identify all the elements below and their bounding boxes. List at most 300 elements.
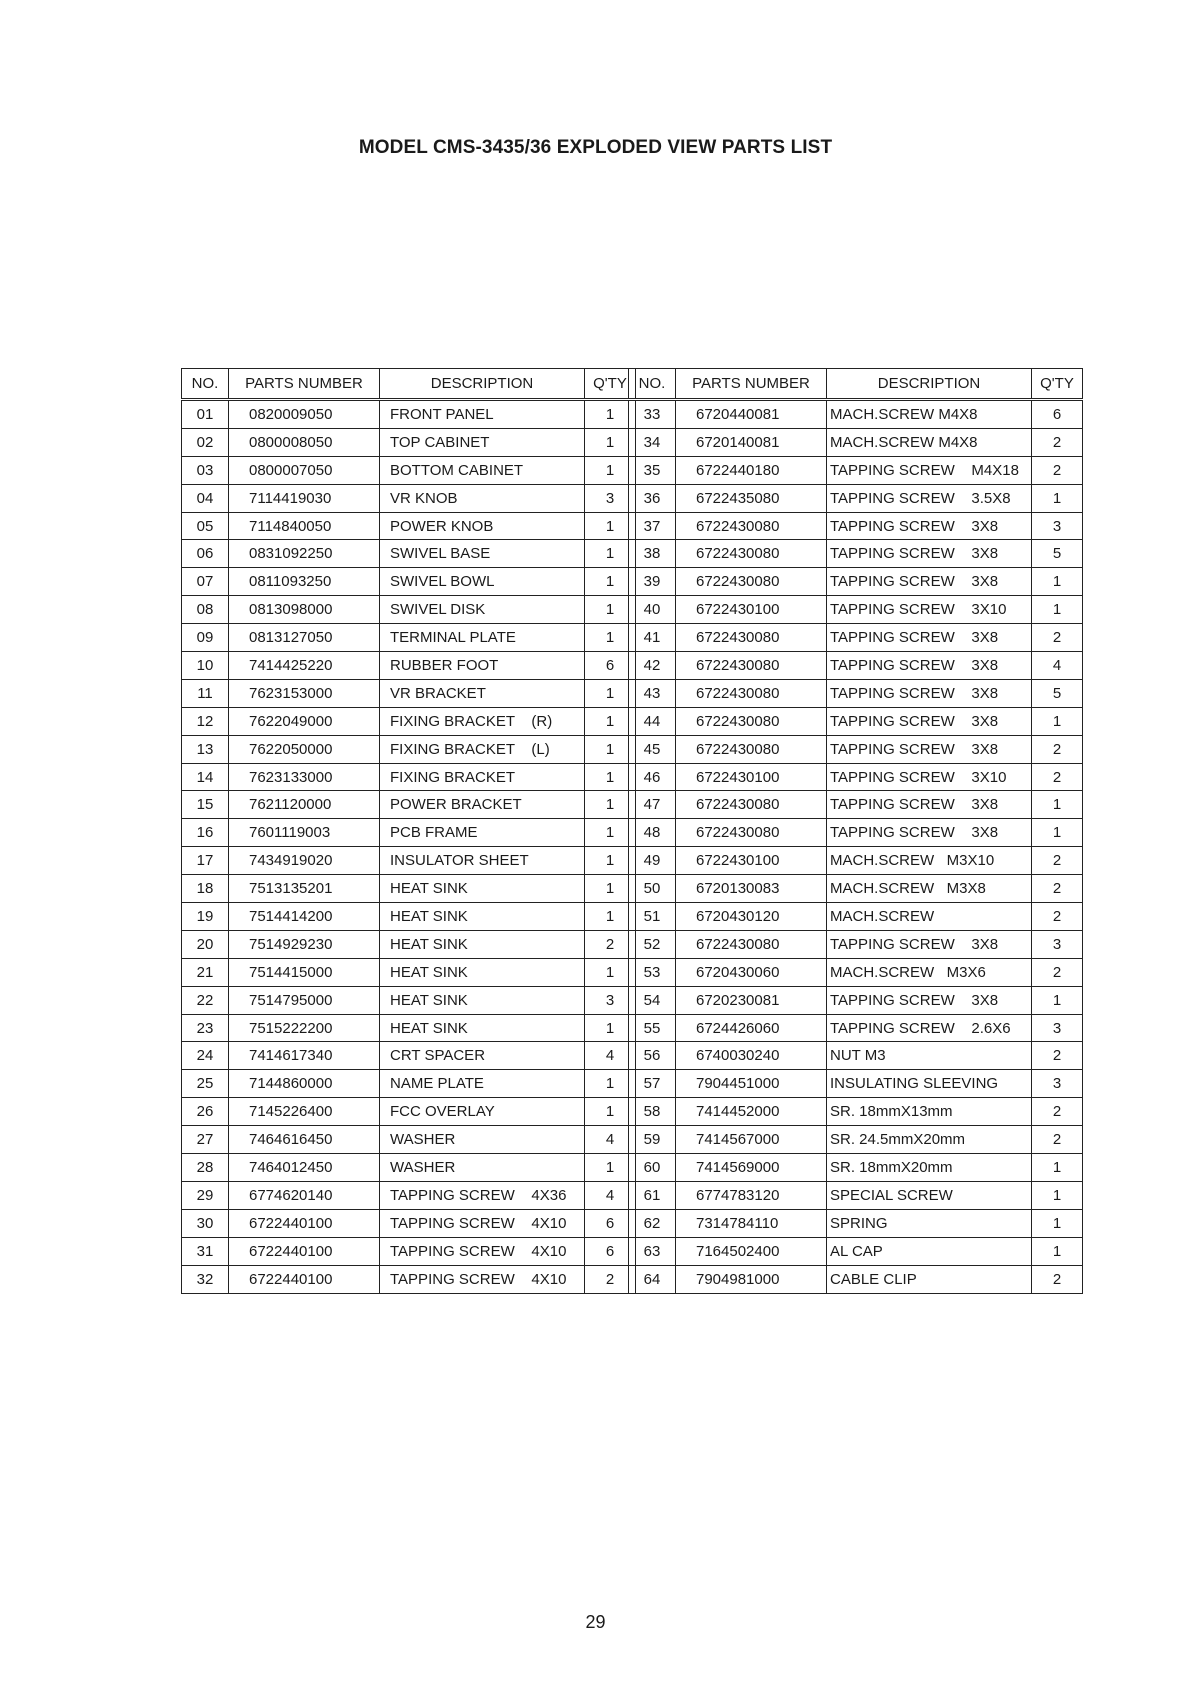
qty-cell: 4 [585, 1042, 636, 1070]
description-cell: TERMINAL PLATE [380, 624, 585, 652]
header-no: NO. [629, 369, 676, 400]
header-no: NO. [182, 369, 229, 400]
header-qty: Q'TY [1032, 369, 1083, 400]
qty-cell: 3 [585, 986, 636, 1014]
qty-cell: 2 [1032, 875, 1083, 903]
parts-number-cell: 0811093250 [229, 568, 380, 596]
parts-number-cell: 6722430080 [676, 540, 827, 568]
part-no-cell: 46 [629, 763, 676, 791]
table-row [182, 1042, 636, 1070]
table-row [629, 930, 1083, 958]
qty-cell: 1 [585, 875, 636, 903]
table-row [182, 540, 636, 568]
part-no-cell: 49 [629, 847, 676, 875]
qty-cell: 2 [1032, 428, 1083, 456]
description-cell: MACH.SCREW M3X6 [827, 958, 1032, 986]
part-no-cell: 06 [182, 540, 229, 568]
description-cell: HEAT SINK [380, 903, 585, 931]
part-no-cell: 30 [182, 1209, 229, 1237]
table-header-row [182, 369, 636, 400]
qty-cell: 1 [585, 512, 636, 540]
qty-cell: 1 [1032, 1154, 1083, 1182]
parts-number-cell: 7904451000 [676, 1070, 827, 1098]
part-no-cell: 60 [629, 1154, 676, 1182]
parts-number-cell: 7601119003 [229, 819, 380, 847]
description-cell: MACH.SCREW M4X8 [827, 428, 1032, 456]
part-no-cell: 43 [629, 679, 676, 707]
part-no-cell: 53 [629, 958, 676, 986]
parts-number-cell: 6722440100 [229, 1265, 380, 1293]
description-cell: TAPPING SCREW 3X8 [827, 679, 1032, 707]
table-row [182, 763, 636, 791]
description-cell: VR KNOB [380, 484, 585, 512]
parts-number-cell: 0820009050 [229, 400, 380, 429]
qty-cell: 4 [585, 1181, 636, 1209]
qty-cell: 2 [1032, 1126, 1083, 1154]
qty-cell: 3 [1032, 930, 1083, 958]
table-row [629, 763, 1083, 791]
table-row [182, 596, 636, 624]
header-parts-number: PARTS NUMBER [676, 369, 827, 400]
parts-number-cell: 0813127050 [229, 624, 380, 652]
qty-cell: 1 [585, 1014, 636, 1042]
parts-number-cell: 7164502400 [676, 1237, 827, 1265]
parts-number-cell: 7144860000 [229, 1070, 380, 1098]
description-cell: POWER BRACKET [380, 791, 585, 819]
table-row [182, 428, 636, 456]
qty-cell: 4 [1032, 652, 1083, 680]
table-row [629, 1126, 1083, 1154]
parts-number-cell: 6722430100 [676, 763, 827, 791]
description-cell: TAPPING SCREW 4X10 [380, 1209, 585, 1237]
parts-number-cell: 7514415000 [229, 958, 380, 986]
description-cell: TAPPING SCREW M4X18 [827, 456, 1032, 484]
table-row [182, 484, 636, 512]
part-no-cell: 32 [182, 1265, 229, 1293]
table-row [629, 400, 1083, 429]
qty-cell: 1 [1032, 596, 1083, 624]
table-row [182, 1209, 636, 1237]
part-no-cell: 52 [629, 930, 676, 958]
parts-number-cell: 6722430080 [676, 568, 827, 596]
description-cell: TAPPING SCREW 4X10 [380, 1237, 585, 1265]
description-cell: FIXING BRACKET [380, 763, 585, 791]
description-cell: TAPPING SCREW 3X10 [827, 596, 1032, 624]
table-row [182, 1098, 636, 1126]
parts-number-cell: 6722430080 [676, 930, 827, 958]
header-qty: Q'TY [585, 369, 636, 400]
description-cell: TOP CABINET [380, 428, 585, 456]
part-no-cell: 07 [182, 568, 229, 596]
table-row [182, 1126, 636, 1154]
parts-number-cell: 6722440100 [229, 1237, 380, 1265]
table-row [182, 512, 636, 540]
parts-number-cell: 0800007050 [229, 456, 380, 484]
part-no-cell: 12 [182, 707, 229, 735]
parts-number-cell: 7513135201 [229, 875, 380, 903]
parts-table-left [181, 368, 636, 1294]
parts-number-cell: 6722430080 [676, 819, 827, 847]
description-cell: PCB FRAME [380, 819, 585, 847]
description-cell: TAPPING SCREW 3X8 [827, 930, 1032, 958]
part-no-cell: 37 [629, 512, 676, 540]
part-no-cell: 48 [629, 819, 676, 847]
description-cell: TAPPING SCREW 3X8 [827, 540, 1032, 568]
description-cell: HEAT SINK [380, 1014, 585, 1042]
table-row [182, 456, 636, 484]
part-no-cell: 11 [182, 679, 229, 707]
parts-number-cell: 6720430060 [676, 958, 827, 986]
description-cell: POWER KNOB [380, 512, 585, 540]
part-no-cell: 17 [182, 847, 229, 875]
part-no-cell: 15 [182, 791, 229, 819]
header-description: DESCRIPTION [827, 369, 1032, 400]
description-cell: TAPPING SCREW 3.5X8 [827, 484, 1032, 512]
parts-number-cell: 0800008050 [229, 428, 380, 456]
qty-cell: 1 [585, 540, 636, 568]
table-row [629, 791, 1083, 819]
parts-number-cell: 7114840050 [229, 512, 380, 540]
part-no-cell: 21 [182, 958, 229, 986]
table-row [629, 735, 1083, 763]
part-no-cell: 04 [182, 484, 229, 512]
part-no-cell: 34 [629, 428, 676, 456]
parts-number-cell: 6722430080 [676, 624, 827, 652]
part-no-cell: 02 [182, 428, 229, 456]
table-row [629, 986, 1083, 1014]
parts-number-cell: 0831092250 [229, 540, 380, 568]
page-number: 29 [585, 1612, 606, 1632]
parts-number-cell: 7623153000 [229, 679, 380, 707]
parts-number-cell: 7114419030 [229, 484, 380, 512]
qty-cell: 5 [1032, 679, 1083, 707]
qty-cell: 1 [585, 819, 636, 847]
description-cell: BOTTOM CABINET [380, 456, 585, 484]
part-no-cell: 44 [629, 707, 676, 735]
parts-number-cell: 6722440100 [229, 1209, 380, 1237]
table-row [182, 986, 636, 1014]
qty-cell: 1 [585, 568, 636, 596]
table-row [182, 819, 636, 847]
description-cell: TAPPING SCREW 3X8 [827, 624, 1032, 652]
parts-number-cell: 7514414200 [229, 903, 380, 931]
parts-number-cell: 6722430080 [676, 707, 827, 735]
table-row [629, 707, 1083, 735]
description-cell: TAPPING SCREW 3X10 [827, 763, 1032, 791]
description-cell: TAPPING SCREW 3X8 [827, 791, 1032, 819]
part-no-cell: 18 [182, 875, 229, 903]
qty-cell: 1 [585, 791, 636, 819]
parts-number-cell: 7904981000 [676, 1265, 827, 1293]
qty-cell: 1 [585, 903, 636, 931]
table-row [629, 1098, 1083, 1126]
table-row [182, 400, 636, 429]
description-cell: VR BRACKET [380, 679, 585, 707]
table-row [182, 568, 636, 596]
qty-cell: 3 [1032, 1070, 1083, 1098]
qty-cell: 6 [1032, 400, 1083, 429]
qty-cell: 1 [585, 847, 636, 875]
description-cell: SWIVEL DISK [380, 596, 585, 624]
description-cell: TAPPING SCREW 4X10 [380, 1265, 585, 1293]
part-no-cell: 38 [629, 540, 676, 568]
description-cell: SPRING [827, 1209, 1032, 1237]
parts-number-cell: 6720130083 [676, 875, 827, 903]
table-row [629, 1209, 1083, 1237]
part-no-cell: 25 [182, 1070, 229, 1098]
part-no-cell: 40 [629, 596, 676, 624]
description-cell: TAPPING SCREW 3X8 [827, 707, 1032, 735]
description-cell: TAPPING SCREW 3X8 [827, 568, 1032, 596]
table-row [629, 903, 1083, 931]
page-title: MODEL CMS-3435/36 EXPLODED VIEW PARTS LIST [358, 137, 833, 158]
table-row [629, 1042, 1083, 1070]
table-row [182, 875, 636, 903]
part-no-cell: 13 [182, 735, 229, 763]
part-no-cell: 10 [182, 652, 229, 680]
description-cell: SWIVEL BASE [380, 540, 585, 568]
parts-number-cell: 6774783120 [676, 1181, 827, 1209]
qty-cell: 1 [585, 707, 636, 735]
description-cell: CABLE CLIP [827, 1265, 1032, 1293]
description-cell: SR. 18mmX13mm [827, 1098, 1032, 1126]
parts-number-cell: 6720430120 [676, 903, 827, 931]
description-cell: TAPPING SCREW 3X8 [827, 512, 1032, 540]
table-row [629, 512, 1083, 540]
part-no-cell: 61 [629, 1181, 676, 1209]
qty-cell: 2 [1032, 1042, 1083, 1070]
table-row [629, 484, 1083, 512]
part-no-cell: 26 [182, 1098, 229, 1126]
part-no-cell: 22 [182, 986, 229, 1014]
part-no-cell: 39 [629, 568, 676, 596]
table-row [629, 1237, 1083, 1265]
part-no-cell: 05 [182, 512, 229, 540]
table-row [629, 1265, 1083, 1293]
description-cell: RUBBER FOOT [380, 652, 585, 680]
qty-cell: 6 [585, 1209, 636, 1237]
qty-cell: 1 [585, 400, 636, 429]
description-cell: TAPPING SCREW 3X8 [827, 735, 1032, 763]
part-no-cell: 45 [629, 735, 676, 763]
table-row [629, 652, 1083, 680]
header-description: DESCRIPTION [380, 369, 585, 400]
qty-cell: 1 [1032, 1209, 1083, 1237]
parts-number-cell: 7414617340 [229, 1042, 380, 1070]
table-row [629, 456, 1083, 484]
part-no-cell: 50 [629, 875, 676, 903]
parts-number-cell: 6722430080 [676, 735, 827, 763]
description-cell: TAPPING SCREW 3X8 [827, 986, 1032, 1014]
description-cell: FRONT PANEL [380, 400, 585, 429]
table-row [629, 1014, 1083, 1042]
qty-cell: 1 [1032, 568, 1083, 596]
qty-cell: 3 [1032, 512, 1083, 540]
qty-cell: 1 [1032, 791, 1083, 819]
parts-number-cell: 6722430080 [676, 679, 827, 707]
parts-number-cell: 6722440180 [676, 456, 827, 484]
part-no-cell: 36 [629, 484, 676, 512]
qty-cell: 2 [1032, 763, 1083, 791]
qty-cell: 2 [1032, 847, 1083, 875]
qty-cell: 2 [1032, 1265, 1083, 1293]
description-cell: MACH.SCREW M3X10 [827, 847, 1032, 875]
parts-number-cell: 7464616450 [229, 1126, 380, 1154]
part-no-cell: 24 [182, 1042, 229, 1070]
part-no-cell: 51 [629, 903, 676, 931]
part-no-cell: 01 [182, 400, 229, 429]
part-no-cell: 56 [629, 1042, 676, 1070]
part-no-cell: 55 [629, 1014, 676, 1042]
part-no-cell: 41 [629, 624, 676, 652]
part-no-cell: 62 [629, 1209, 676, 1237]
qty-cell: 2 [585, 1265, 636, 1293]
parts-number-cell: 6722430080 [676, 791, 827, 819]
description-cell: SWIVEL BOWL [380, 568, 585, 596]
qty-cell: 1 [585, 679, 636, 707]
part-no-cell: 63 [629, 1237, 676, 1265]
table-row [629, 679, 1083, 707]
part-no-cell: 08 [182, 596, 229, 624]
parts-number-cell: 7623133000 [229, 763, 380, 791]
description-cell: NUT M3 [827, 1042, 1032, 1070]
table-row [629, 1181, 1083, 1209]
qty-cell: 2 [1032, 1098, 1083, 1126]
parts-number-cell: 6720440081 [676, 400, 827, 429]
table-row [629, 596, 1083, 624]
parts-number-cell: 7414452000 [676, 1098, 827, 1126]
part-no-cell: 59 [629, 1126, 676, 1154]
description-cell: TAPPING SCREW 3X8 [827, 652, 1032, 680]
description-cell: HEAT SINK [380, 930, 585, 958]
parts-number-cell: 7622049000 [229, 707, 380, 735]
description-cell: WASHER [380, 1126, 585, 1154]
qty-cell: 1 [585, 596, 636, 624]
part-no-cell: 64 [629, 1265, 676, 1293]
qty-cell: 3 [1032, 1014, 1083, 1042]
description-cell: INSULATOR SHEET [380, 847, 585, 875]
description-cell: HEAT SINK [380, 958, 585, 986]
table-row [629, 540, 1083, 568]
qty-cell: 1 [585, 763, 636, 791]
table-header-row [629, 369, 1083, 400]
table-row [182, 930, 636, 958]
qty-cell: 2 [1032, 903, 1083, 931]
table-row [629, 875, 1083, 903]
description-cell: INSULATING SLEEVING [827, 1070, 1032, 1098]
table-row [629, 847, 1083, 875]
qty-cell: 1 [585, 428, 636, 456]
description-cell: MACH.SCREW [827, 903, 1032, 931]
qty-cell: 1 [1032, 1181, 1083, 1209]
qty-cell: 4 [585, 1126, 636, 1154]
part-no-cell: 20 [182, 930, 229, 958]
parts-number-cell: 7514795000 [229, 986, 380, 1014]
qty-cell: 1 [1032, 986, 1083, 1014]
parts-number-cell: 7622050000 [229, 735, 380, 763]
description-cell: MACH.SCREW M3X8 [827, 875, 1032, 903]
part-no-cell: 57 [629, 1070, 676, 1098]
parts-number-cell: 7515222200 [229, 1014, 380, 1042]
part-no-cell: 28 [182, 1154, 229, 1182]
parts-number-cell: 6774620140 [229, 1181, 380, 1209]
qty-cell: 1 [1032, 819, 1083, 847]
part-no-cell: 09 [182, 624, 229, 652]
qty-cell: 1 [585, 624, 636, 652]
parts-number-cell: 6720140081 [676, 428, 827, 456]
table-row [629, 428, 1083, 456]
table-row [182, 707, 636, 735]
part-no-cell: 27 [182, 1126, 229, 1154]
qty-cell: 1 [1032, 1237, 1083, 1265]
parts-table-right [628, 368, 1083, 1294]
table-row [182, 1154, 636, 1182]
qty-cell: 1 [585, 1154, 636, 1182]
qty-cell: 2 [585, 930, 636, 958]
parts-number-cell: 6722435080 [676, 484, 827, 512]
table-row [182, 847, 636, 875]
part-no-cell: 19 [182, 903, 229, 931]
description-cell: TAPPING SCREW 2.6X6 [827, 1014, 1032, 1042]
qty-cell: 1 [1032, 707, 1083, 735]
qty-cell: 1 [585, 1070, 636, 1098]
parts-number-cell: 6722430100 [676, 847, 827, 875]
part-no-cell: 42 [629, 652, 676, 680]
qty-cell: 2 [1032, 958, 1083, 986]
qty-cell: 5 [1032, 540, 1083, 568]
table-row [182, 1237, 636, 1265]
part-no-cell: 54 [629, 986, 676, 1014]
parts-number-cell: 7145226400 [229, 1098, 380, 1126]
table-row [182, 1181, 636, 1209]
table-row [182, 791, 636, 819]
qty-cell: 1 [585, 735, 636, 763]
parts-number-cell: 6720230081 [676, 986, 827, 1014]
parts-number-cell: 7434919020 [229, 847, 380, 875]
parts-number-cell: 6724426060 [676, 1014, 827, 1042]
table-row [629, 1070, 1083, 1098]
table-row [182, 679, 636, 707]
parts-number-cell: 6722430080 [676, 512, 827, 540]
parts-number-cell: 7514929230 [229, 930, 380, 958]
part-no-cell: 03 [182, 456, 229, 484]
part-no-cell: 35 [629, 456, 676, 484]
description-cell: HEAT SINK [380, 875, 585, 903]
qty-cell: 1 [585, 456, 636, 484]
part-no-cell: 23 [182, 1014, 229, 1042]
parts-number-cell: 6722430100 [676, 596, 827, 624]
table-row [182, 903, 636, 931]
description-cell: NAME PLATE [380, 1070, 585, 1098]
parts-number-cell: 7464012450 [229, 1154, 380, 1182]
qty-cell: 2 [1032, 456, 1083, 484]
parts-number-cell: 0813098000 [229, 596, 380, 624]
parts-number-cell: 7414425220 [229, 652, 380, 680]
qty-cell: 6 [585, 652, 636, 680]
table-row [629, 958, 1083, 986]
part-no-cell: 33 [629, 400, 676, 429]
table-row [182, 652, 636, 680]
parts-number-cell: 7414569000 [676, 1154, 827, 1182]
description-cell: FIXING BRACKET (L) [380, 735, 585, 763]
table-row [182, 735, 636, 763]
table-row [629, 568, 1083, 596]
part-no-cell: 14 [182, 763, 229, 791]
description-cell: SR. 18mmX20mm [827, 1154, 1032, 1182]
qty-cell: 3 [585, 484, 636, 512]
description-cell: FIXING BRACKET (R) [380, 707, 585, 735]
parts-number-cell: 6722430080 [676, 652, 827, 680]
